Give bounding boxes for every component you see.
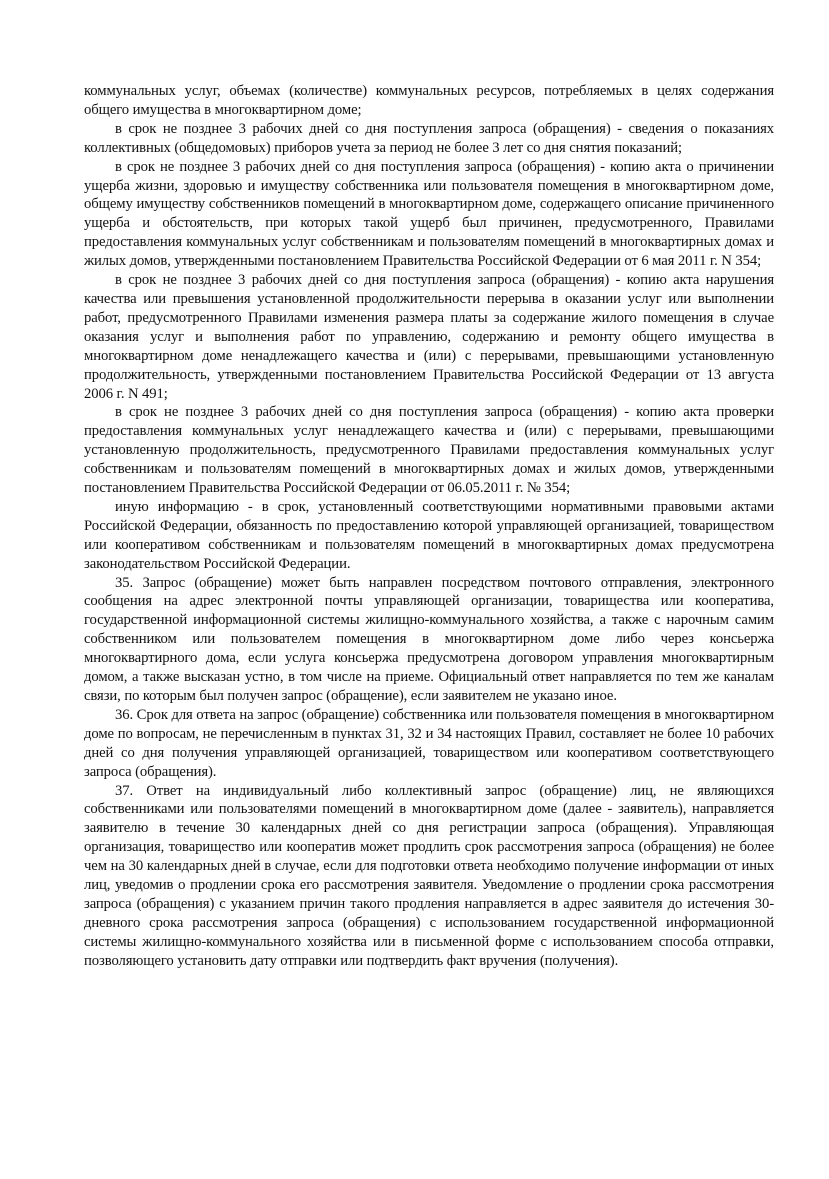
paragraph-damage-act: в срок не позднее 3 рабочих дней со дня поступления запроса (обращения) - копию акта о причинении ущерба жизни, здоровью и имуществу собственника или пользователя помещения в многоквартирном доме, общему имуществу собственников помещений в многоквартирном доме, содержащего описание причиненного ущерба и обстоятельств, при которых такой ущерб был причинен, предусмотренного, Правилами предоставления коммунальных услуг собственникам и пользователям помещений в многоквартирных домах и жилых домов, утвержденными постановлением Правительства Российской Федерации от 6 мая 2011 г. N 354;: [84, 158, 774, 270]
paragraph-clause-36: 36. Срок для ответа на запрос (обращение) собственника или пользователя помещения в многоквартирном доме по вопросам, не перечисленным в пунктах 31, 32 и 34 настоящих Правил, составляет не более 10 рабочих дней со дня получения управляющей организацией, товариществом или кооперативом соответствующего запроса (обращения).: [84, 706, 774, 780]
paragraph-clause-35: 35. Запрос (обращение) может быть направлен посредством почтового отправления, электронного сообщения на адрес электронной почты управляющей организации, товарищества или кооператива, государственной информационной системы жилищно-коммунального хозяйства, а также с нарочным самим собственником или пользователем помещения в многоквартирном доме либо через консьержа многоквартирного дома, если услуга консьержа предусмотрена договором управления многоквартирным домом, а также высказан устно, в том числе на приеме. Официальный ответ направляется по тем же каналам связи, по которым был получен запрос (обращение), если заявителем не указано иное.: [84, 574, 774, 704]
document-page: [84, 82, 774, 971]
paragraph-clause-37: 37. Ответ на индивидуальный либо коллективный запрос (обращение) лиц, не являющихся собственниками или пользователями помещений в многоквартирном доме (далее - заявитель), направляется заявителю в течение 30 календарных дней со дня регистрации запроса (обращения). Управляющая организация, товарищество или кооператив может продлить срок рассмотрения запроса (обращения) не более чем на 30 календарных дней в случае, если для подготовки ответа необходимо получение информации от иных лиц, уведомив о продлении срока его рассмотрения заявителя. Уведомление о продлении срока рассмотрения запроса (обращения) с указанием причин такого продления направляется в адрес заявителя до истечения 30-дневного срока рассмотрения запроса (обращения) с использованием государственной информационной системы жилищно-коммунального хозяйства или в письменной форме с использованием способа отправки, позволяющего установить дату отправки или подтвердить факт вручения (получения).: [84, 782, 774, 969]
paragraph-continuation: коммунальных услуг, объемах (количестве) коммунальных ресурсов, потребляемых в целях содержания общего имущества в многоквартирном доме;: [84, 83, 774, 118]
paragraph-meter-readings: в срок не позднее 3 рабочих дней со дня поступления запроса (обращения) - сведения о показаниях коллективных (общедомовых) приборов учета за период не более 3 лет со дня снятия показаний;: [84, 120, 774, 156]
paragraph-other-information: иную информацию - в срок, установленный соответствующими нормативными правовыми актами Российской Федерации, обязанность по предоставлению которой управляющей организацией, товариществом или кооперативом собственникам и пользователям помещений в многоквартирных домах предусмотрена законодательством Российской Федерации.: [84, 498, 774, 572]
paragraph-quality-violation-act: в срок не позднее 3 рабочих дней со дня поступления запроса (обращения) - копию акта нарушения качества или превышения установленной продолжительности перерыва в оказании услуг или выполнении работ, предусмотренного Правилами изменения размера платы за содержание жилого помещения в случае оказания услуг и выполнения работ по управлению, содержанию и ремонту общего имущества в многоквартирном доме ненадлежащего качества и (или) с перерывами, превышающими установленную продолжительность, утвержденными постановлением Правительства Российской Федерации от 13 августа 2006 г. N 491;: [84, 272, 774, 402]
paragraph-utility-inspection-act: в срок не позднее 3 рабочих дней со дня поступления запроса (обращения) - копию акта проверки предоставления коммунальных услуг ненадлежащего качества и (или) с перерывами, превышающими установленную продолжительность, предусмотренного Правилами предоставления коммунальных услуг собственникам и пользователям помещений в многоквартирных домах и жилых домов, утвержденными постановлением Правительства Российской Федерации от 06.05.2011 г. № 354;: [84, 404, 774, 497]
